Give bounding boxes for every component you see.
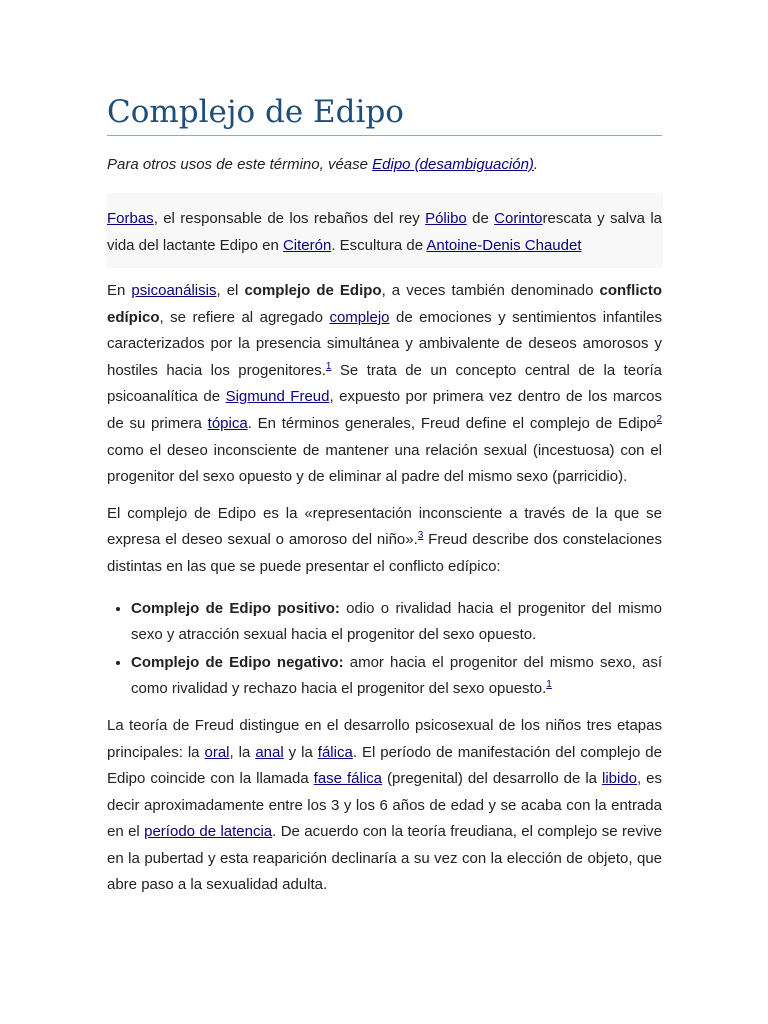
paragraph-text: , expuesto por primera vez dentro de los marcos de su primera (107, 388, 662, 432)
paragraph-definition (107, 501, 662, 581)
list-item-label: Complejo de Edipo negativo: (131, 653, 344, 671)
paragraph-text: La teoría de Freud distingue en el desarrollo psicosexual de los niños tres etapas principales: la (107, 716, 662, 761)
caption-text: de (466, 210, 495, 227)
link-citeron[interactable]: Citerón (282, 237, 332, 254)
list-item-label: Complejo de Edipo positivo: (131, 599, 340, 617)
link-fase-falica[interactable]: fase fálica (313, 770, 383, 788)
paragraph-text: , la (229, 743, 256, 761)
paragraph-text: , a veces también denominado (381, 282, 600, 299)
link-corinto[interactable]: Corinto (494, 210, 543, 227)
image-caption (106, 193, 663, 268)
paragraph-text: como el deseo inconsciente de mantener una relación sexual (incestuosa) con el progenitor del sexo opuesto y de eliminar al padre del mismo sexo (parricidio). (107, 441, 662, 486)
list-item-negativo (131, 650, 662, 703)
link-antoine-denis-chaudet[interactable]: Antoine-Denis Chaudet (426, 237, 582, 254)
reference-1[interactable]: 1 (325, 360, 332, 372)
link-complejo[interactable]: complejo (329, 308, 390, 326)
link-falica[interactable]: fálica (317, 743, 353, 761)
link-sigmund-freud[interactable]: Sigmund Freud (225, 388, 330, 406)
link-edipo-desambiguacion[interactable]: Edipo (desambiguación) (372, 156, 534, 173)
paragraph-text: , el (216, 282, 245, 299)
page-title: Complejo de Edipo (107, 94, 662, 136)
list-item-text: amor hacia el progenitor del mismo sexo, así como rivalidad y rechazo hacia el progenitor del sexo opuesto. (131, 653, 662, 698)
bullet-list (107, 596, 662, 703)
link-polibo[interactable]: Pólibo (425, 210, 467, 227)
paragraph-text: , es decir aproximadamente entre los 3 y los 6 años de edad y se acaba con la entrada en el (107, 770, 662, 841)
paragraph-text: y la (283, 743, 318, 761)
paragraph-text: de emociones y sentimientos infantiles caracterizados por la presencia simultánea y ambivalente de deseos amorosos y hostiles hacia los progenitores. (107, 308, 662, 379)
link-oral[interactable]: oral (204, 743, 230, 761)
list-item-text: odio o rivalidad hacia el progenitor del mismo sexo y atracción sexual hacia el progenitor del sexo opuesto. (131, 599, 663, 644)
paragraph-text: (pregenital) del desarrollo de la (382, 770, 602, 788)
paragraph-text: . De acuerdo con la teoría freudiana, el complejo se revive en la pubertad y esta reaparición declinaría a su vez con la elección de objeto, que abre paso a la sexualidad adulta. (107, 823, 662, 894)
hatnote (107, 154, 662, 176)
paragraph-text: Freud describe dos constelaciones distintas en las que se puede presentar el conflicto edípico: (107, 531, 662, 575)
link-anal[interactable]: anal (255, 743, 284, 761)
link-libido[interactable]: libido (601, 770, 638, 788)
article (107, 94, 662, 899)
paragraph-text: , se refiere al agregado (159, 308, 330, 326)
reference-3[interactable]: 3 (417, 530, 424, 542)
bold-term-conflicto-edipico: conflicto edípico (107, 282, 663, 326)
list-item-positivo (131, 596, 662, 649)
reference-2[interactable]: 2 (656, 413, 662, 425)
paragraph-intro (107, 278, 662, 491)
paragraph-text: El complejo de Edipo es la «representación inconsciente a través de la que se expresa el deseo sexual o amoroso del niño». (107, 504, 662, 549)
link-forbas[interactable]: Forbas (107, 210, 154, 227)
caption-text: rescata y salva la vida del lactante Edipo en (107, 210, 662, 254)
hatnote-text: Para otros usos de este término, véase (107, 156, 373, 173)
bold-term-complejo-de-edipo: complejo de Edipo (244, 282, 382, 299)
paragraph-stages (107, 713, 662, 899)
link-periodo-de-latencia[interactable]: período de latencia (144, 823, 273, 841)
link-topica[interactable]: tópica (207, 414, 248, 432)
hatnote-suffix: . (533, 156, 539, 173)
paragraph-text: . En términos generales, Freud define el complejo de Edipo (247, 414, 657, 432)
caption-text: , el responsable de los rebaños del rey (153, 210, 426, 227)
paragraph-text: En (107, 282, 132, 299)
paragraph-text: . El período de manifestación del complejo de Edipo coincide con la llamada (107, 743, 662, 788)
paragraph-text: Se trata de un concepto central de la teoría psicoanalítica de (107, 361, 662, 406)
link-psicoanalisis[interactable]: psicoanálisis (131, 282, 217, 299)
reference-1[interactable]: 1 (546, 679, 552, 691)
caption-text: . Escultura de (331, 237, 427, 254)
